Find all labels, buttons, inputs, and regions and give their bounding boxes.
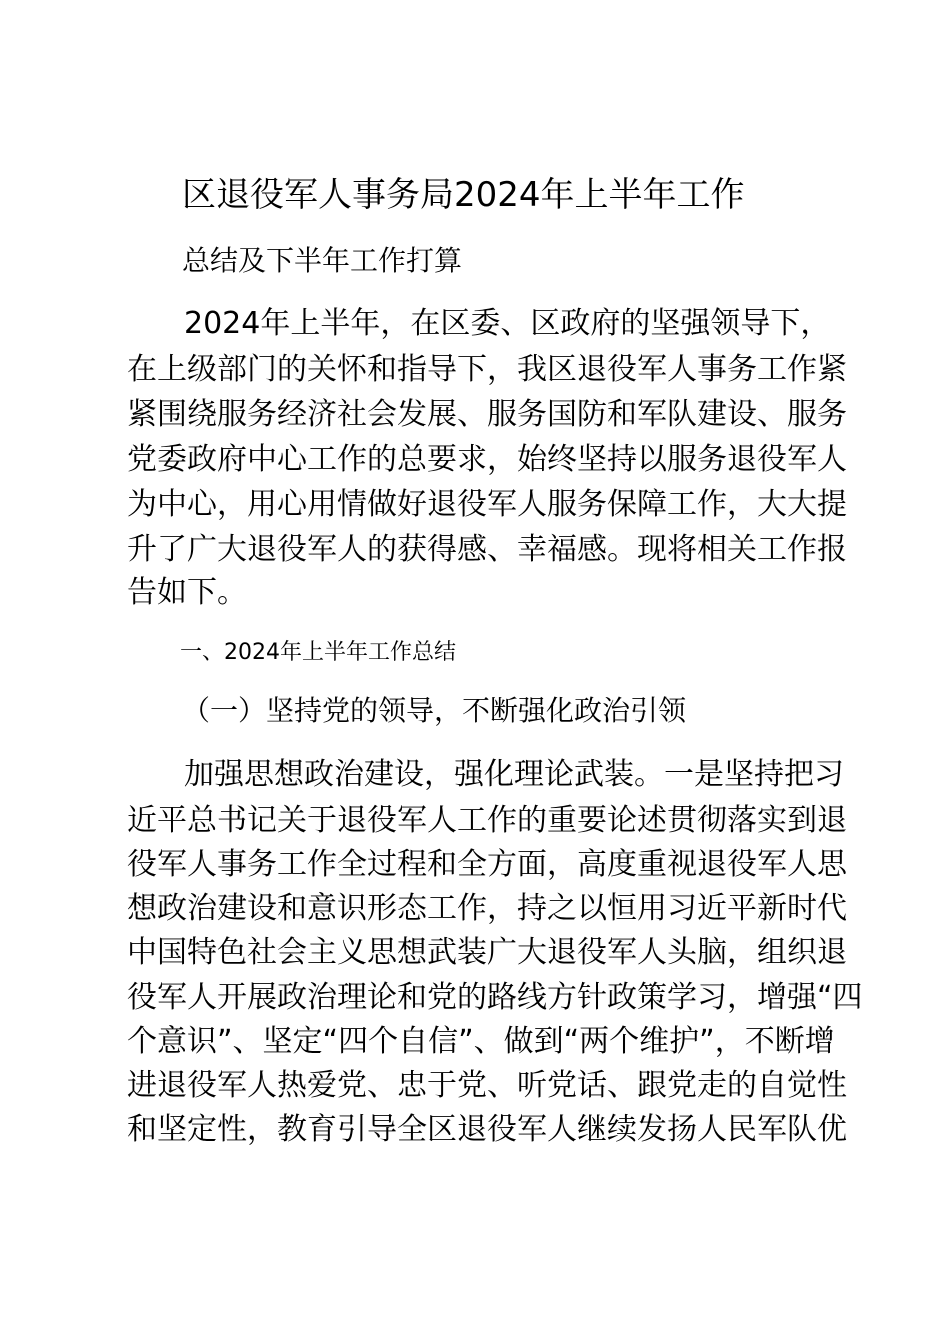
body-paragraph-line: 想政治建设和意识形态工作，持之以恒用习近平新时代 [127, 891, 847, 926]
document-title-line-2: 总结及下半年工作打算 [182, 244, 463, 277]
subsection-heading: （一）坚持党的领导，不断强化政治引领 [182, 694, 687, 727]
intro-paragraph-line: 为中心，用心用情做好退役军人服务保障工作，大大提 [127, 487, 847, 522]
body-paragraph-line: 役军人事务工作全过程和全方面，高度重视退役军人思 [127, 847, 847, 882]
intro-paragraph-line: 党委政府中心工作的总要求，始终坚持以服务退役军人 [127, 442, 847, 477]
section-heading: 一、2024年上半年工作总结 [180, 640, 456, 665]
body-paragraph-line: 加强思想政治建设，强化理论武装。一是坚持把习 [184, 757, 844, 792]
body-paragraph-line: 近平总书记关于退役军人工作的重要论述贯彻落实到退 [127, 803, 847, 838]
body-paragraph-line: 役军人开展政治理论和党的路线方针政策学习，增强“四 [127, 980, 863, 1015]
body-paragraph-line: 和坚定性，教育引导全区退役军人继续发扬人民军队优 [127, 1112, 847, 1147]
intro-paragraph-line: 2024年上半年，在区委、区政府的坚强领导下， [184, 306, 831, 341]
body-paragraph-line: 个意识”、坚定“四个自信”、做到“两个维护”，不断增 [127, 1024, 835, 1059]
intro-paragraph-line: 在上级部门的关怀和指导下，我区退役军人事务工作紧 [127, 352, 847, 387]
document-title-line-1: 区退役军人事务局2024年上半年工作 [182, 175, 745, 215]
body-paragraph-line: 中国特色社会主义思想武装广大退役军人头脑，组织退 [127, 935, 847, 970]
intro-paragraph-line: 升了广大退役军人的获得感、幸福感。现将相关工作报 [127, 532, 847, 567]
intro-paragraph-line: 告如下。 [127, 575, 247, 610]
intro-paragraph-line: 紧围绕服务经济社会发展、服务国防和军队建设、服务 [127, 397, 847, 432]
body-paragraph-line: 进退役军人热爱党、忠于党、听党话、跟党走的自觉性 [127, 1068, 847, 1103]
